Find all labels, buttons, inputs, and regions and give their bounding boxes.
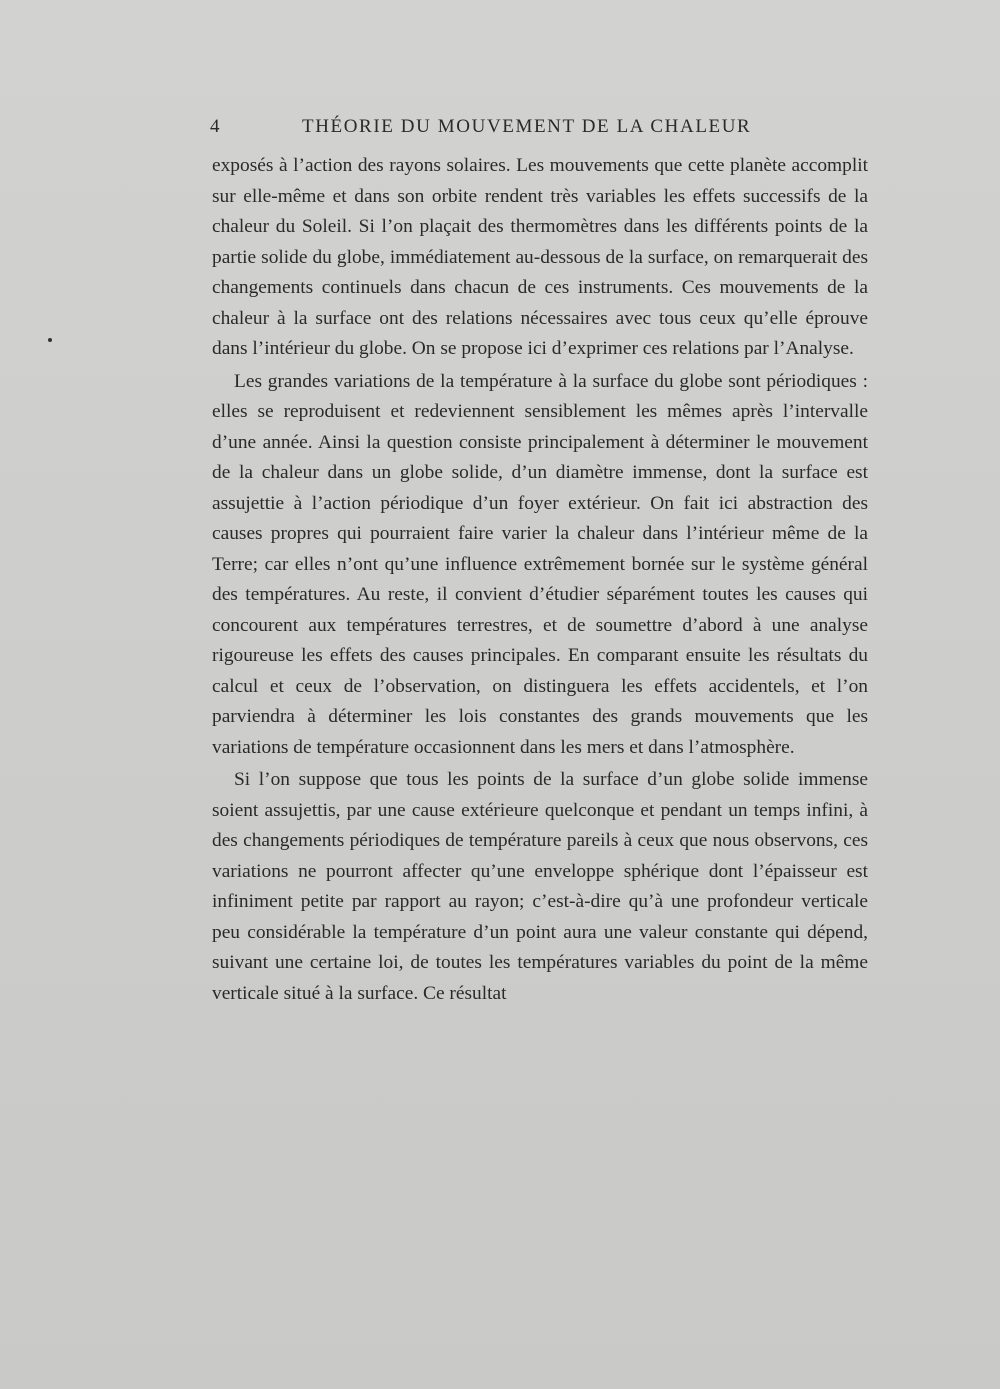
- paragraph-3: Si l’on suppose que tous les points de la surface d’un globe solide immense soient assujettis, par une cause extérieure quelconque et pendant un temps infini, à des changements périodiques de température pareils à ceux que nous observons, ces variations ne pourront affecter qu’une enveloppe sphérique dont l’épaisseur est infiniment petite par rapport au rayon; c’est-à-dire qu’à une profondeur verticale peu considérable la température d’un point aura une valeur constante qui dépend, suivant une certaine loi, de toutes les températures variables du point de la même verticale situé à la surface. Ce résultat: [212, 769, 868, 1004]
- running-title: THÉORIE DU MOUVEMENT DE LA CHALEUR: [302, 116, 752, 137]
- paragraph-1: exposés à l’action des rayons solaires. Les mouvements que cette planète accomplit sur elle-même et dans son orbite rendent très variables les effets successifs de la chaleur du Soleil. Si l’on plaçait des thermomètres dans les différents points de la partie solide du globe, immédiatement au-dessous de la surface, on remarquerait des changements continuels dans chacun de ces instruments. Ces mouvements de la chaleur à la surface ont des relations nécessaires avec tous ceux qu’elle éprouve dans l’intérieur du globe. On se propose ici d’exprimer ces relations par l’Analyse.: [212, 155, 868, 359]
- page-number: 4: [210, 116, 222, 137]
- ink-speck: [48, 338, 52, 342]
- paragraph-2: Les grandes variations de la température à la surface du globe sont périodiques : elles se reproduisent et redeviennent sensiblement les mêmes après l’intervalle d’une année. Ainsi la question consiste principalement à déterminer le mouvement de la chaleur dans un globe solide, d’un diamètre immense, dont la surface est assujettie à l’action périodique d’un foyer extérieur. On fait ici abstraction des causes propres qui pourraient faire varier la chaleur dans l’intérieur même de la Terre; car elles n’ont qu’une influence extrêmement bornée sur le système général des températures. Au reste, il convient d’étudier séparément toutes les causes qui concourent aux températures terrestres, et de soumettre d’abord à une analyse rigoureuse les effets des causes principales. En comparant ensuite les résultats du calcul et ceux de l’observation, on distinguera les effets accidentels, et l’on parviendra à déterminer les lois constantes des grands mouvements que les variations de température occasionnent dans les mers et dans l’atmosphère.: [212, 370, 868, 758]
- page-header: [210, 116, 875, 144]
- body-text: [212, 151, 868, 1009]
